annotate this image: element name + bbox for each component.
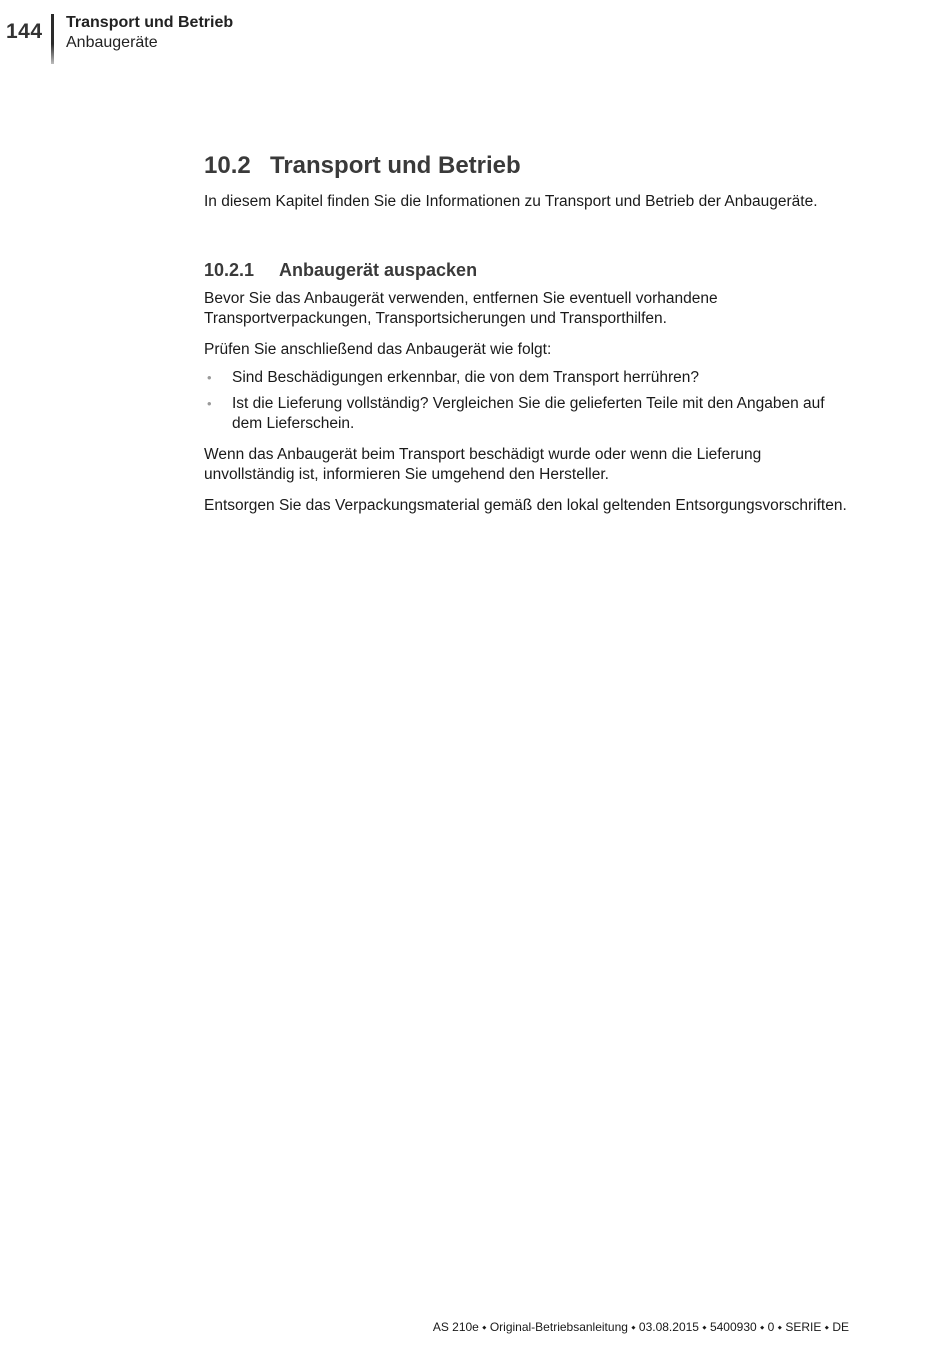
main-content: [204, 150, 854, 527]
subsection-heading: [204, 258, 854, 282]
header-chapter-subtitle: Anbaugeräte: [66, 34, 158, 51]
running-header: [66, 13, 233, 53]
bullet-icon: •: [207, 370, 212, 385]
paragraph-disposal: Entsorgen Sie das Verpackungsmaterial gemäß den lokal geltenden Entsorgungsvorschriften.: [204, 497, 847, 514]
paragraph-unpack: Bevor Sie das Anbaugerät verwenden, entfernen Sie eventuell vorhandene Transportverpackungen, Transportsicherungen und Transporthilfen.: [204, 290, 718, 327]
paragraph-check: Prüfen Sie anschließend das Anbaugerät wie folgt:: [204, 341, 552, 358]
section-title: Transport und Betrieb: [270, 152, 521, 179]
page-number: 144: [6, 20, 43, 43]
list-item: [204, 368, 854, 388]
list-item-text: Sind Beschädigungen erkennbar, die von dem Transport herrühren?: [232, 369, 700, 386]
section-number: 10.2: [204, 152, 251, 179]
list-item: [204, 394, 854, 434]
list-item-text: Ist die Lieferung vollständig? Vergleichen Sie die gelieferten Teile mit den Angaben auf dem Lieferschein.: [232, 395, 825, 432]
bullet-icon: •: [207, 396, 212, 411]
section-intro: In diesem Kapitel finden Sie die Informationen zu Transport und Betrieb der Anbaugeräte.: [204, 193, 818, 210]
subsection-number: 10.2.1: [204, 260, 255, 280]
header-divider: [51, 14, 54, 64]
subsection-title: Anbaugerät auspacken: [279, 260, 478, 280]
section-heading: [204, 150, 854, 182]
header-chapter-title: Transport und Betrieb: [66, 14, 234, 31]
paragraph-damage: Wenn das Anbaugerät beim Transport beschädigt wurde oder wenn die Lieferung unvollständig ist, informieren Sie umgehend den Hersteller.: [204, 446, 762, 483]
page-footer: AS 210e ⬩ Original-Betriebsanleitung ⬩ 03.08.2015 ⬩ 5400930 ⬩ 0 ⬩ SERIE ⬩ DE: [432, 1320, 849, 1334]
check-list: [204, 368, 854, 434]
